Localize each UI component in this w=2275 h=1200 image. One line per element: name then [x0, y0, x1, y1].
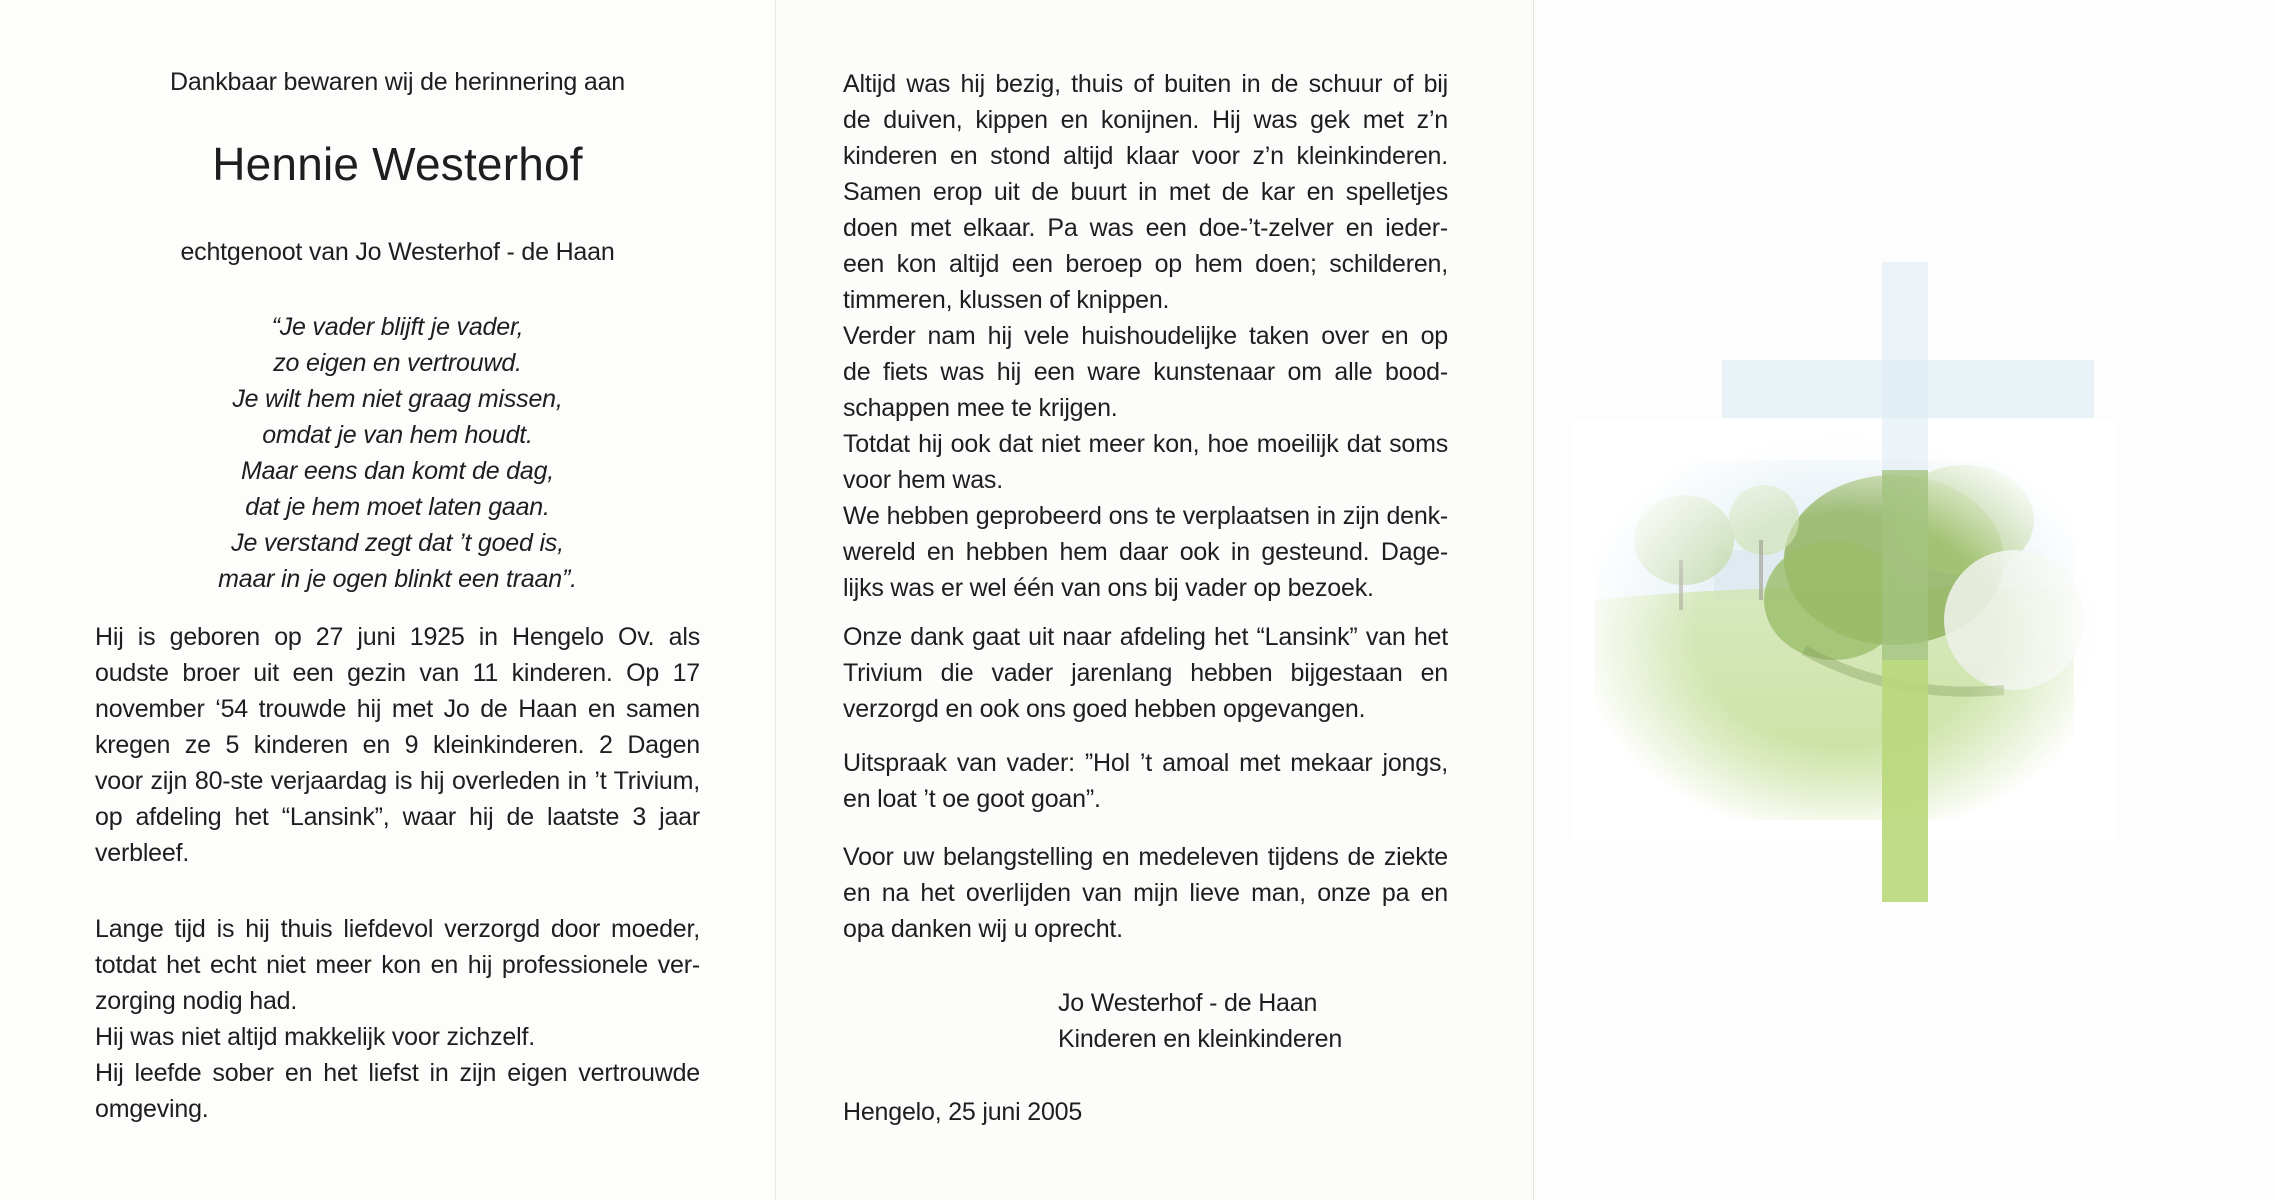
cross-landscape-illustration [1534, 0, 2275, 1200]
text-line: kregen ze 5 kinderen en 9 kleinkinderen. 2 Dagen [95, 731, 700, 759]
poem-line: Je verstand zegt dat ’t goed is, [231, 529, 564, 557]
text-line: en na het overlijden van mijn lieve man, onze pa en [843, 879, 1448, 907]
text-line: verzorgd en ook ons goed hebben opgevangen. [843, 695, 1366, 723]
text-line: Samen erop uit de buurt in met de kar en spelletjes [843, 178, 1448, 206]
text-line: op afdeling het “Lansink”, waar hij de laatste 3 jaar [95, 803, 700, 831]
poem-line: omdat je van hem houdt. [262, 421, 533, 449]
text-line: verbleef. [95, 839, 190, 867]
signature-line: Kinderen en kleinkinderen [1058, 1025, 1343, 1053]
signature-line: Jo Westerhof - de Haan [1058, 989, 1318, 1017]
text-line: Hij leefde sober en het liefst in zijn eigen vertrouwde [95, 1059, 700, 1087]
text-line: Verder nam hij vele huishoudelijke taken over en op [843, 322, 1448, 350]
text-line: opa danken wij u oprecht. [843, 915, 1123, 943]
text-line: omgeving. [95, 1095, 209, 1123]
text-line: een kon altijd een beroep op hem doen; schilderen, [843, 250, 1448, 278]
poem-line: dat je hem moet laten gaan. [245, 493, 550, 521]
place-date: Hengelo, 25 juni 2005 [843, 1098, 1083, 1126]
text-line: voor zijn 80-ste verjaardag is hij overleden in ’t Trivium, [95, 767, 700, 795]
poem-line: Maar eens dan komt de dag, [240, 457, 555, 485]
text-line: Hij is geboren op 27 juni 1925 in Hengelo Ov. als [95, 623, 700, 651]
right-page [1533, 0, 2275, 1200]
text-line: en loat ’t oe goot goan”. [843, 785, 1101, 813]
left-page [0, 0, 775, 1200]
text-line: Hij was niet altijd makkelijk voor zichzelf. [95, 1023, 535, 1051]
text-line: wereld en hebben hem daar ook in gesteund. Dage- [843, 538, 1448, 566]
text-line: We hebben geprobeerd ons te verplaatsen in zijn denk- [843, 502, 1448, 530]
spouse-line: echtgenoot van Jo Westerhof - de Haan [180, 238, 615, 266]
text-line: doen met elkaar. Pa was een doe-’t-zelver en ieder- [843, 214, 1448, 242]
text-line: november ‘54 trouwde hij met Jo de Haan en samen [95, 695, 700, 723]
text-line: Trivium die vader jarenlang hebben bijgestaan en [843, 659, 1448, 687]
deceased-name: Hennie Westerhof [212, 138, 583, 190]
text-line: Totdat hij ook dat niet meer kon, hoe moeilijk dat soms [843, 430, 1448, 458]
text-line: schappen mee te krijgen. [843, 394, 1118, 422]
text-line: totdat het echt niet meer kon en hij professionele ver- [95, 951, 700, 979]
text-line: Onze dank gaat uit naar afdeling het “Lansink” van het [843, 623, 1448, 651]
text-line: oudste broer uit een gezin van 11 kinderen. Op 17 [95, 659, 700, 687]
text-line: zorging nodig had. [95, 987, 298, 1015]
poem-line: maar in je ogen blinkt een traan”. [218, 565, 577, 593]
intro-text: Dankbaar bewaren wij de herinnering aan [170, 68, 625, 96]
poem-line: Je wilt hem niet graag missen, [232, 385, 563, 413]
text-line: Lange tijd is hij thuis liefdevol verzorgd door moeder, [95, 915, 700, 943]
text-line: Altijd was hij bezig, thuis of buiten in de schuur of bij [843, 70, 1448, 98]
text-line: de duiven, kippen en konijnen. Hij was gek met z’n [843, 106, 1448, 134]
text-line: kinderen en stond altijd klaar voor z’n kleinkinderen. [843, 142, 1448, 170]
poem-line: “Je vader blijft je vader, [271, 313, 524, 341]
text-line: Uitspraak van vader: ”Hol ’t amoal met mekaar jongs, [843, 749, 1448, 777]
text-line: voor hem was. [843, 466, 1003, 494]
text-line: de fiets was hij een ware kunstenaar om alle bood- [843, 358, 1448, 386]
poem-line: zo eigen en vertrouwd. [273, 349, 522, 377]
text-line: lijks was er wel één van ons bij vader op bezoek. [843, 574, 1374, 602]
text-line: Voor uw belangstelling en medeleven tijdens de ziekte [843, 843, 1448, 871]
text-line: timmeren, klussen of knippen. [843, 286, 1170, 314]
